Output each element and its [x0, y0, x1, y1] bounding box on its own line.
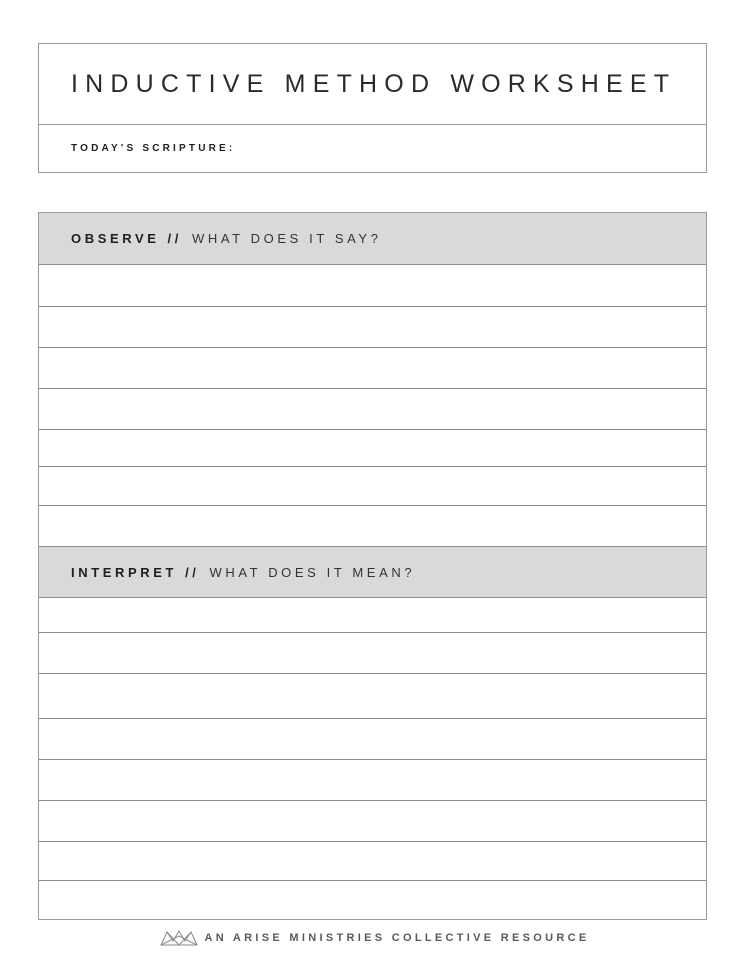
interpret-label: INTERPRET [71, 564, 178, 580]
interpret-question: WHAT DOES IT MEAN? [209, 564, 416, 580]
interpret-line-7[interactable] [39, 842, 706, 880]
observe-line-5[interactable] [39, 430, 706, 466]
worksheet-body [38, 212, 707, 920]
interpret-separator: // [185, 564, 200, 580]
interpret-line-4[interactable] [39, 719, 706, 759]
observe-line-2[interactable] [39, 307, 706, 347]
interpret-line-6[interactable] [39, 801, 706, 841]
scripture-field[interactable] [39, 125, 706, 172]
observe-line-1[interactable] [39, 265, 706, 306]
footer-text: AN ARISE MINISTRIES COLLECTIVE RESOURCE [204, 932, 590, 944]
footer [0, 928, 748, 948]
observe-line-4[interactable] [39, 389, 706, 429]
page-title: INDUCTIVE METHOD WORKSHEET [39, 44, 706, 125]
observe-label: OBSERVE [71, 231, 160, 246]
observe-question: WHAT DOES IT SAY? [191, 231, 382, 246]
interpret-line-5[interactable] [39, 760, 706, 800]
interpret-line-1[interactable] [39, 599, 706, 632]
worksheet-header [38, 43, 707, 173]
crown-icon [159, 929, 199, 947]
observe-section-header [39, 213, 706, 265]
observe-line-3[interactable] [39, 348, 706, 388]
interpret-section-header [39, 546, 706, 598]
interpret-line-8[interactable] [39, 881, 706, 919]
observe-line-7[interactable] [39, 506, 706, 546]
scripture-label: TODAY'S SCRIPTURE: [71, 143, 236, 154]
observe-line-6[interactable] [39, 467, 706, 505]
interpret-line-3[interactable] [39, 674, 706, 718]
interpret-line-2[interactable] [39, 633, 706, 673]
observe-separator: // [167, 231, 182, 246]
